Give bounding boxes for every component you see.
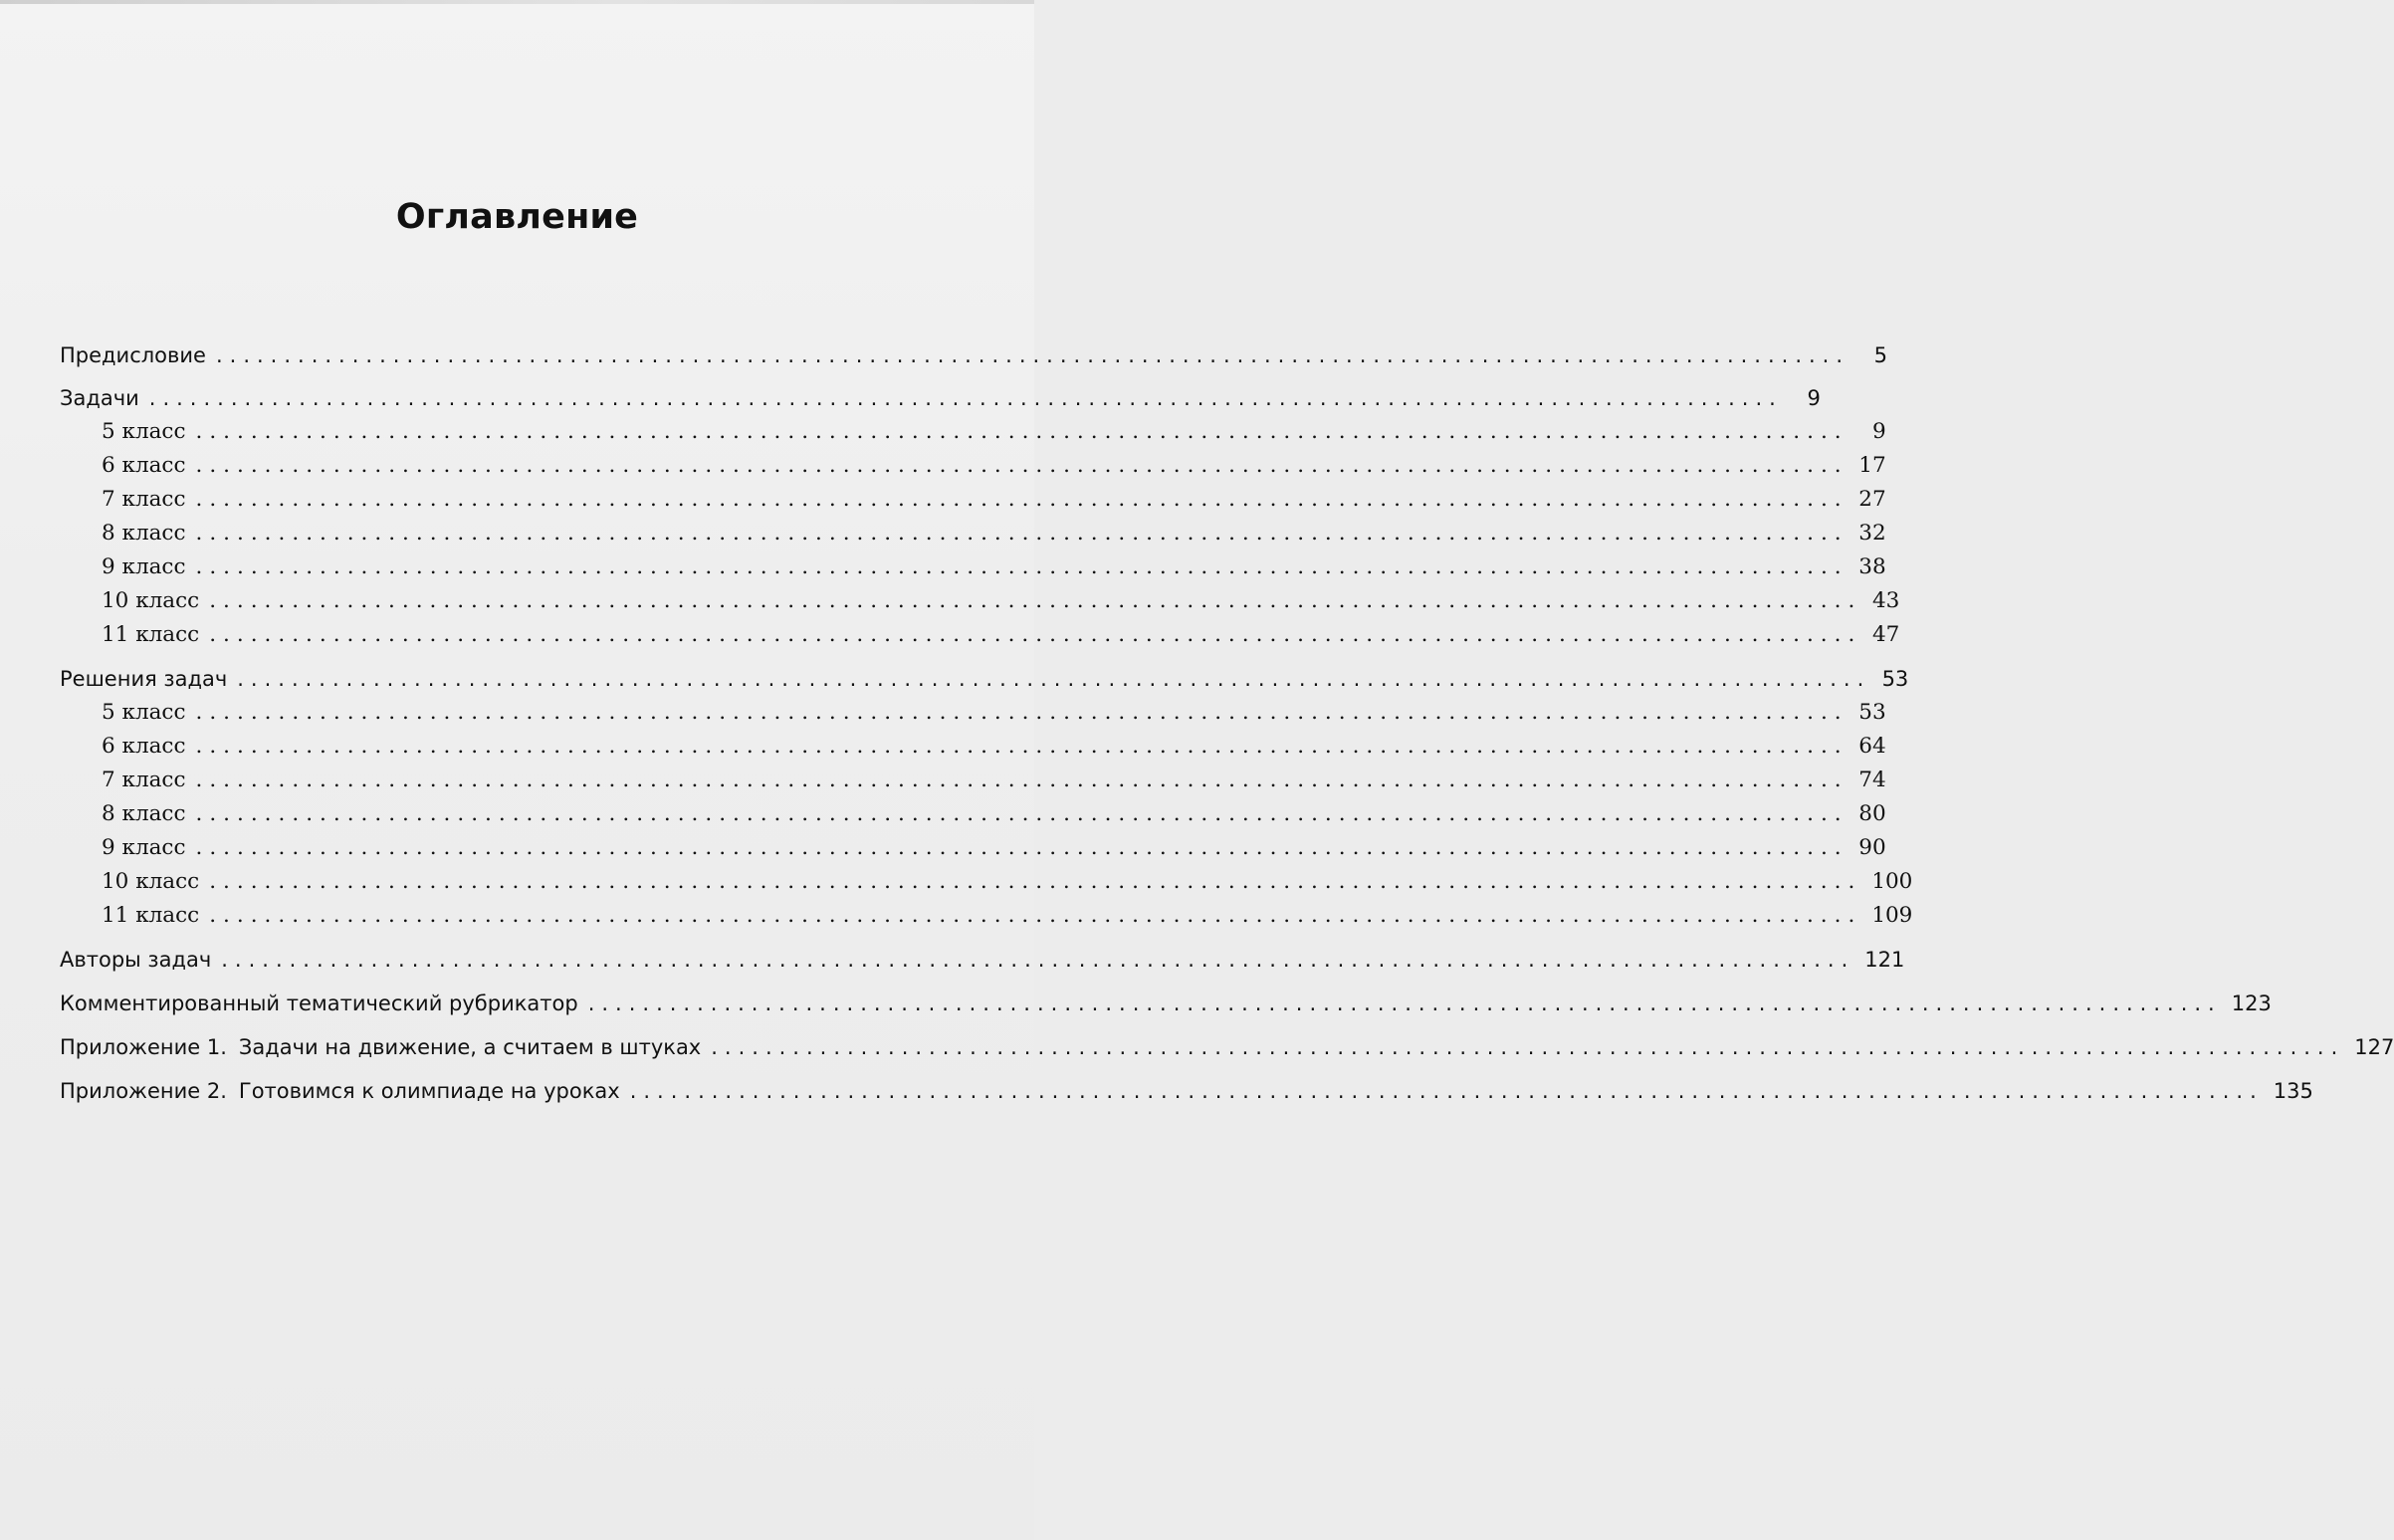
toc-entry-label: Авторы задач <box>60 948 212 972</box>
toc-entry-label: 11 класс <box>102 903 200 928</box>
toc-entry-page: 109 <box>1871 903 1913 928</box>
toc-entry-solutions-grade-6[interactable] <box>60 730 1886 764</box>
toc-entry-page: 123 <box>2231 991 2272 1015</box>
toc-entry-page: 9 <box>1871 419 1886 444</box>
dot-leader: ........................................................................................................................ <box>195 487 1849 512</box>
toc-entry-page: 27 <box>1858 487 1886 512</box>
toc-entry-label <box>60 1030 701 1064</box>
toc-entry-label: 5 класс <box>102 700 186 725</box>
toc-entry-page: 80 <box>1858 801 1886 826</box>
toc-entry-solutions-grade-8[interactable] <box>60 797 1886 831</box>
toc-entry-solutions-grade-11[interactable] <box>60 899 1913 933</box>
toc-entry-page: 53 <box>1858 700 1886 725</box>
toc-entry-page: 100 <box>1871 869 1913 894</box>
dot-leader: ........................................................................................................................ <box>195 453 1849 478</box>
toc-entry-label: 8 класс <box>102 801 186 826</box>
toc-entry-label: 10 класс <box>102 869 200 894</box>
appendix-title: Задачи на движение, а считаем в штуках <box>238 1035 702 1059</box>
toc-entry-label: Предисловие <box>60 343 206 367</box>
toc-entry-thematic-index[interactable] <box>60 987 2272 1020</box>
toc-entry-label: 5 класс <box>102 419 186 444</box>
dot-leader: ........................................................................................................................ <box>587 991 2222 1015</box>
dot-leader: ........................................................................................................................ <box>209 588 1862 613</box>
toc-entry-label: Задачи <box>60 386 139 410</box>
dot-leader: ........................................................................................................................ <box>195 419 1849 444</box>
toc-entry-authors[interactable] <box>60 943 1905 977</box>
dot-leader: ........................................................................................................................ <box>195 801 1849 826</box>
dot-leader: ........................................................................................................................ <box>209 903 1862 928</box>
appendix-title: Готовимся к олимпиаде на уроках <box>238 1079 620 1103</box>
toc-entry-problems-grade-10[interactable] <box>60 584 1900 618</box>
toc-entry-label: 10 класс <box>102 588 200 613</box>
dot-leader: ........................................................................................................................ <box>195 768 1849 792</box>
toc-entry-problems-grade-9[interactable] <box>60 550 1886 584</box>
toc-entry-label: 11 класс <box>102 622 200 647</box>
table-of-contents <box>60 338 2394 1108</box>
toc-entry-page: 43 <box>1871 588 1900 613</box>
dot-leader: ........................................................................................................................ <box>237 667 1871 691</box>
toc-entry-page: 90 <box>1858 835 1886 860</box>
toc-entry-solutions-grade-9[interactable] <box>60 831 1886 865</box>
toc-entry-problems-grade-7[interactable] <box>60 483 1886 517</box>
appendix-number: Приложение 1. <box>60 1035 227 1059</box>
toc-entry-preface[interactable] <box>60 338 1888 372</box>
toc-entry-appendix-1[interactable] <box>60 1030 2394 1064</box>
dot-leader: ........................................................................................................................ <box>195 835 1849 860</box>
toc-entry-label: Комментированный тематический рубрикатор <box>60 991 578 1015</box>
toc-entry-page: 74 <box>1858 768 1886 792</box>
toc-entry-page: 53 <box>1881 667 1909 691</box>
page-title: Оглавление <box>395 197 639 237</box>
toc-entry-problems-grade-5[interactable] <box>60 415 1886 449</box>
toc-entry-problems[interactable] <box>60 381 1821 415</box>
toc-entry-solutions-grade-7[interactable] <box>60 764 1886 797</box>
toc-entry-problems-grade-6[interactable] <box>60 449 1886 483</box>
toc-entry-appendix-2[interactable] <box>60 1074 2313 1108</box>
toc-entry-label: Решения задач <box>60 667 228 691</box>
toc-entry-label <box>60 1074 620 1108</box>
dot-leader: ........................................................................................................................ <box>195 554 1849 579</box>
dot-leader: ........................................................................................................................ <box>221 948 1855 972</box>
dot-leader: ........................................................................................................................ <box>195 521 1849 546</box>
toc-entry-solutions-grade-5[interactable] <box>60 696 1886 730</box>
toc-entry-label: 6 класс <box>102 734 186 759</box>
toc-entry-page: 121 <box>1864 948 1905 972</box>
toc-entry-page: 5 <box>1873 343 1888 367</box>
dot-leader: ........................................................................................................................ <box>209 622 1862 647</box>
toc-entry-label: 7 класс <box>102 487 186 512</box>
dot-leader: ........................................................................................................................ <box>195 734 1849 759</box>
toc-entry-label: 8 класс <box>102 521 186 546</box>
toc-entry-page: 9 <box>1807 386 1821 410</box>
toc-entry-label: 7 класс <box>102 768 186 792</box>
toc-entry-problems-grade-11[interactable] <box>60 618 1900 652</box>
dot-leader: ........................................................................................................................ <box>215 343 1850 367</box>
toc-entry-page: 135 <box>2273 1079 2313 1103</box>
toc-entry-label: 9 класс <box>102 554 186 579</box>
dot-leader: ........................................................................................................................ <box>148 386 1783 410</box>
toc-entry-solutions[interactable] <box>60 662 1909 696</box>
dot-leader: ........................................................................................................................ <box>629 1079 2264 1103</box>
page-top-edge <box>0 0 1034 4</box>
toc-entry-label: 9 класс <box>102 835 186 860</box>
toc-entry-page: 32 <box>1858 521 1886 546</box>
dot-leader: ........................................................................................................................ <box>195 700 1849 725</box>
toc-entry-label: 6 класс <box>102 453 186 478</box>
toc-entry-page: 17 <box>1858 453 1886 478</box>
toc-entry-page: 47 <box>1871 622 1900 647</box>
toc-entry-page: 38 <box>1858 554 1886 579</box>
toc-entry-page: 127 <box>2354 1035 2394 1059</box>
dot-leader: ........................................................................................................................ <box>209 869 1862 894</box>
toc-entry-solutions-grade-10[interactable] <box>60 865 1913 899</box>
dot-leader: ........................................................................................................................ <box>711 1035 2345 1059</box>
toc-entry-page: 64 <box>1858 734 1886 759</box>
toc-entry-problems-grade-8[interactable] <box>60 517 1886 550</box>
appendix-number: Приложение 2. <box>60 1079 227 1103</box>
